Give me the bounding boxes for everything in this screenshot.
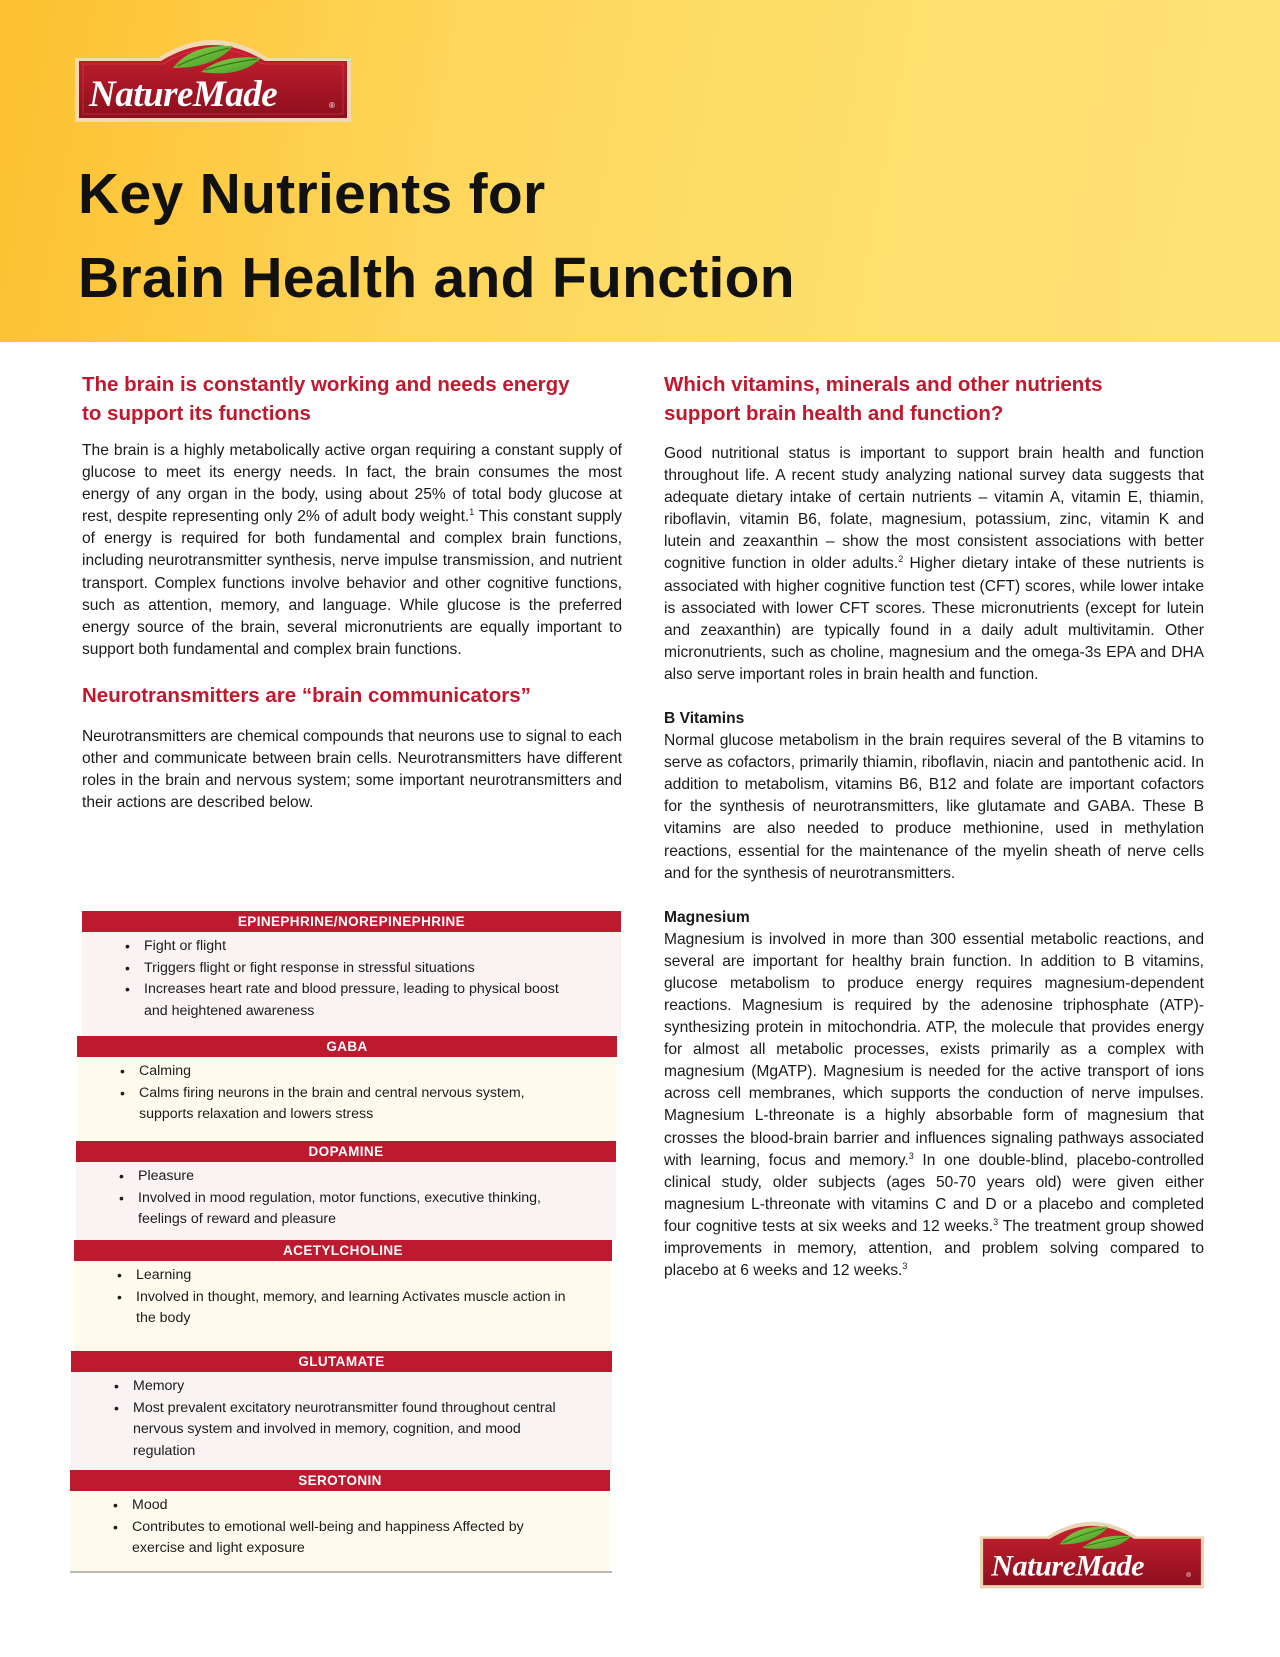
- nt-block-acetylcholine: [74, 1240, 612, 1351]
- nt-body: [74, 1261, 612, 1351]
- nt-body: [71, 1372, 612, 1470]
- footnote-ref: 3: [993, 1216, 999, 1227]
- nt-block-serotonin: [70, 1470, 610, 1571]
- footnote-ref: 1: [469, 507, 475, 518]
- magnesium-heading: Magnesium: [664, 908, 750, 926]
- nt-body: [70, 1491, 610, 1571]
- nt-bullet: • Memory: [71, 1376, 612, 1398]
- nt-block-glutamate: [71, 1351, 612, 1470]
- nt-header: SEROTONIN: [70, 1470, 610, 1491]
- nt-bullet: • Calming: [77, 1061, 617, 1083]
- title-line-2: Brain Health and Function: [78, 246, 795, 310]
- nt-block-epinephrine: [82, 911, 621, 1036]
- brain-energy-paragraph: [82, 440, 622, 661]
- text-span: Magnesium is involved in more than 300 essential metabolic reactions, and several are important for healthy brain function. In addition to B vitamins, glucose metabolism to produce energy requires magnesium-dependent reactions. Magnesium is required by the adenosine triphosphate (ATP)-synthesizing protein in mitochondria. ATP, the molecule that provides energy for almost all metabolic processes, exists primarily as a complex with magnesium (MgATP). Magnesium is needed for the active transport of ions across cell membranes, which supports the conduction of nerve impulses. Magnesium L-threonate is a highly absorbable form of magnesium that crosses the blood-brain barrier and influences signaling pathways associated with learning, focus and memory.: [664, 930, 1204, 1169]
- nt-bullet: • Involved in thought, memory, and learning Activates muscle action in the body: [74, 1287, 612, 1330]
- footnote-ref: 3: [902, 1260, 908, 1271]
- svg-text:®: ®: [329, 101, 335, 110]
- section-heading-brain-energy: [82, 370, 622, 428]
- nt-bullet: • Triggers flight or fight response in stressful situations: [82, 958, 621, 980]
- naturemade-logo: [73, 28, 353, 124]
- naturemade-logo-footer: [978, 1512, 1206, 1590]
- which-nutrients-paragraph: [664, 443, 1204, 686]
- nt-header: GLUTAMATE: [71, 1351, 612, 1372]
- section-heading-which-nutrients: [664, 370, 1204, 428]
- footnote-ref: 2: [898, 554, 904, 565]
- b-vitamins-heading: B Vitamins: [664, 710, 745, 728]
- heading-line: The brain is constantly working and needs energy: [82, 373, 570, 396]
- nt-header: GABA: [77, 1036, 617, 1057]
- nt-bullet: • Calms firing neurons in the brain and central nervous system, supports relaxation and lowers stress: [77, 1083, 617, 1126]
- page-title: [78, 152, 795, 320]
- magnesium-paragraph: [664, 929, 1204, 1283]
- table-bottom-rule: [70, 1571, 612, 1573]
- footnote-ref: 3: [908, 1150, 914, 1161]
- text-span: Higher dietary intake of these nutrients is associated with higher cognitive function test (CFT) scores, while lower intake is associated with lower CFT scores. These micronutrients (except for lutein and zeaxanthin) are typically found in a daily adult multivitamin. Other micronutrients, such as choline, magnesium and the omega-3s EPA and DHA also serve important roles in brain health and function.: [664, 555, 1204, 683]
- nt-block-dopamine: [76, 1141, 616, 1240]
- title-line-1: Key Nutrients for: [78, 162, 546, 226]
- right-column: [664, 370, 1204, 1282]
- svg-text:®: ®: [1186, 1572, 1192, 1579]
- section-heading-neurotransmitters: Neurotransmitters are “brain communicators”: [82, 683, 531, 707]
- left-column: [82, 370, 622, 814]
- nt-body: [77, 1057, 617, 1142]
- neurotransmitters-paragraph: Neurotransmitters are chemical compounds that neurons use to signal to each other and communicate between brain cells. Neurotransmitters have different roles in the brain and nervous system; some important neurotransmitters and their actions are described below.: [82, 727, 623, 812]
- text-span: The brain is a highly metabolically active organ requiring a constant supply of glucose to meet its energy needs. In fact, the brain consumes the most energy of any organ in the body, using about 25% of total body glucose at rest, despite representing only 2% of adult body weight.: [82, 442, 622, 526]
- nt-bullet: • Increases heart rate and blood pressure, leading to physical boost and heightened awareness: [82, 979, 621, 1022]
- heading-line: support brain health and function?: [664, 402, 1004, 425]
- text-span: The treatment group showed improvements in memory, attention, and problem solving compared to placebo at 6 weeks and 12 weeks.: [664, 1217, 1204, 1280]
- nt-bullet: • Most prevalent excitatory neurotransmitter found throughout central nervous system and involved in memory, cognition, and mood regulation: [71, 1398, 612, 1463]
- nt-header: DOPAMINE: [76, 1141, 616, 1162]
- text-span: In one double-blind, placebo-controlled clinical study, older subjects (ages 50-70 years old) were given either magnesium L-threonate with vitamins C and D or a placebo and completed four cognitive tests at six weeks and 12 weeks.: [664, 1151, 1204, 1235]
- nt-block-gaba: [77, 1036, 617, 1142]
- nt-body: [82, 932, 621, 1036]
- heading-line: Which vitamins, minerals and other nutrients: [664, 373, 1103, 396]
- nt-header: EPINEPHRINE/NOREPINEPHRINE: [82, 911, 621, 932]
- nt-bullet: • Pleasure: [76, 1166, 616, 1188]
- logo-wordmark: NatureMade: [89, 74, 278, 115]
- nt-bullet: • Mood: [70, 1495, 610, 1517]
- nt-bullet: • Contributes to emotional well-being and happiness Affected by exercise and light exposure: [70, 1517, 610, 1560]
- nt-header: ACETYLCHOLINE: [74, 1240, 612, 1261]
- nt-bullet: • Learning: [74, 1265, 612, 1287]
- text-span: Good nutritional status is important to support brain health and function throughout life. A recent study analyzing national survey data suggests that adequate dietary intake of certain nutrients – vitamin A, vitamin E, thiamin, riboflavin, vitamin B6, folate, magnesium, potassium, zinc, vitamin K and lutein and zeaxanthin – show the most consistent associations with better cognitive function in older adults.: [664, 445, 1204, 573]
- b-vitamins-paragraph: Normal glucose metabolism in the brain requires several of the B vitamins to serve as cofactors, primarily thiamin, riboflavin, niacin and pantothenic acid. In addition to metabolism, vitamins B6, B12 and folate are important cofactors for the synthesis of neurotransmitters, like glutamate and GABA. These B vitamins are also needed to produce methionine, used in methylation reactions, essential for the maintenance of the myelin sheath of nerve cells and for the synthesis of neurotransmitters.: [664, 732, 1204, 882]
- nt-bullet: • Fight or flight: [82, 936, 621, 958]
- logo-wordmark: NatureMade: [991, 1548, 1145, 1583]
- nt-body: [76, 1162, 616, 1240]
- nt-bullet: • Involved in mood regulation, motor functions, executive thinking, feelings of reward and pleasure: [76, 1188, 616, 1231]
- text-span: This constant supply of energy is required for both fundamental and complex brain functions, including neurotransmitter synthesis, nerve impulse transmission, and nutrient transport. Complex functions involve behavior and other cognitive functions, such as attention, memory, and language. While glucose is the preferred energy source of the brain, several micronutrients are equally important to support both fundamental and complex brain functions.: [82, 508, 622, 658]
- heading-line: to support its functions: [82, 402, 311, 425]
